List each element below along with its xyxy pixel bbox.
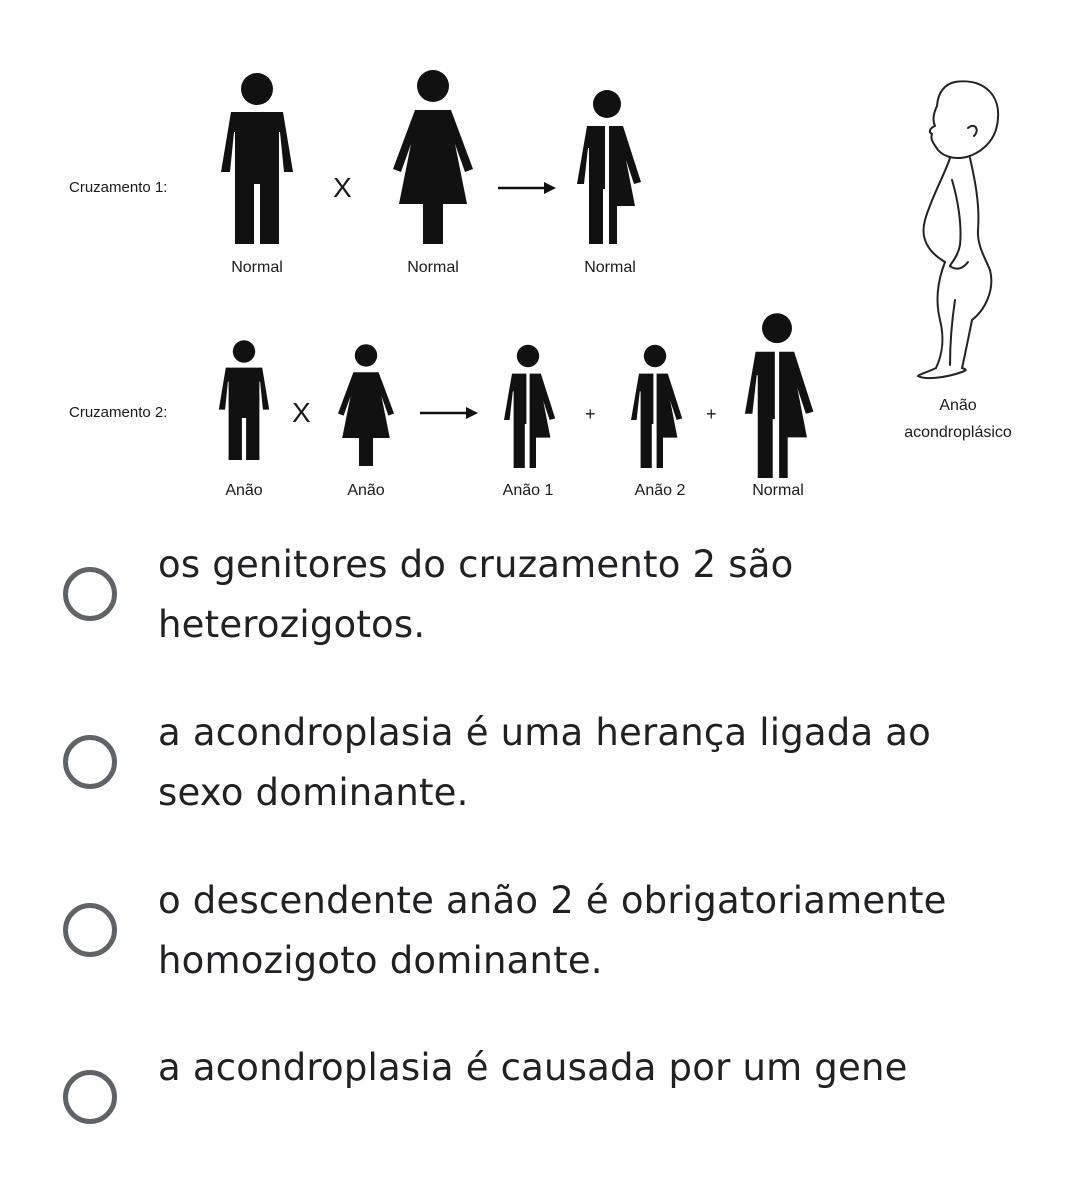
cross2-caption-3: Anão 1 — [502, 482, 554, 499]
option-text: a acondroplasia é causada por um gene — [158, 1046, 908, 1089]
cross1-x-symbol: X — [333, 172, 352, 203]
answer-option-1[interactable] — [0, 535, 1072, 685]
child-caption-line2: acondroplásico — [904, 424, 1012, 441]
achondroplastic-child-illustration — [918, 81, 998, 378]
answer-option-3[interactable] — [0, 871, 1072, 1021]
cross1-caption-1: Normal — [231, 259, 283, 276]
cross1-caption-2: Normal — [407, 259, 459, 276]
cross2-caption-4: Anão 2 — [634, 482, 686, 499]
radio-button[interactable] — [63, 1070, 117, 1124]
arrow-icon — [498, 182, 556, 194]
cross1-label: Cruzamento 1: — [69, 179, 168, 196]
option-text: a acondroplasia é uma herança ligada ao sexo dominante. — [158, 711, 932, 814]
male-icon — [221, 73, 293, 244]
radio-button[interactable] — [63, 735, 117, 789]
cross2-plus-2: + — [706, 404, 717, 424]
arrow-icon — [420, 407, 478, 419]
option-text: os genitores do cruzamento 2 são heterozigotos. — [158, 543, 794, 646]
cross2-caption-1: Anão — [225, 482, 263, 499]
radio-button[interactable] — [63, 567, 117, 621]
cross2-plus-1: + — [585, 404, 596, 424]
cross2-caption-2: Anão — [347, 482, 385, 499]
cross1-caption-3: Normal — [584, 259, 636, 276]
child-caption-line1: Anão — [939, 397, 977, 414]
radio-button[interactable] — [63, 903, 117, 957]
male-female-dwarf2-icon — [631, 345, 682, 468]
cross2-label: Cruzamento 2: — [69, 404, 168, 421]
genetics-cross-figure — [0, 0, 1072, 520]
male-dwarf-icon — [219, 340, 269, 460]
male-female-normal-icon — [745, 313, 813, 478]
cross2-x-symbol: X — [292, 397, 311, 428]
option-text: o descendente anão 2 é obrigatoriamente homozigoto dominante. — [158, 879, 947, 982]
answer-option-4[interactable] — [0, 1038, 1072, 1188]
male-female-dwarf1-icon — [504, 345, 555, 468]
answer-option-2[interactable] — [0, 703, 1072, 853]
female-icon — [393, 70, 473, 244]
female-dwarf-icon — [338, 344, 394, 466]
cross2-caption-5: Normal — [752, 482, 804, 499]
male-female-icon — [577, 90, 641, 244]
